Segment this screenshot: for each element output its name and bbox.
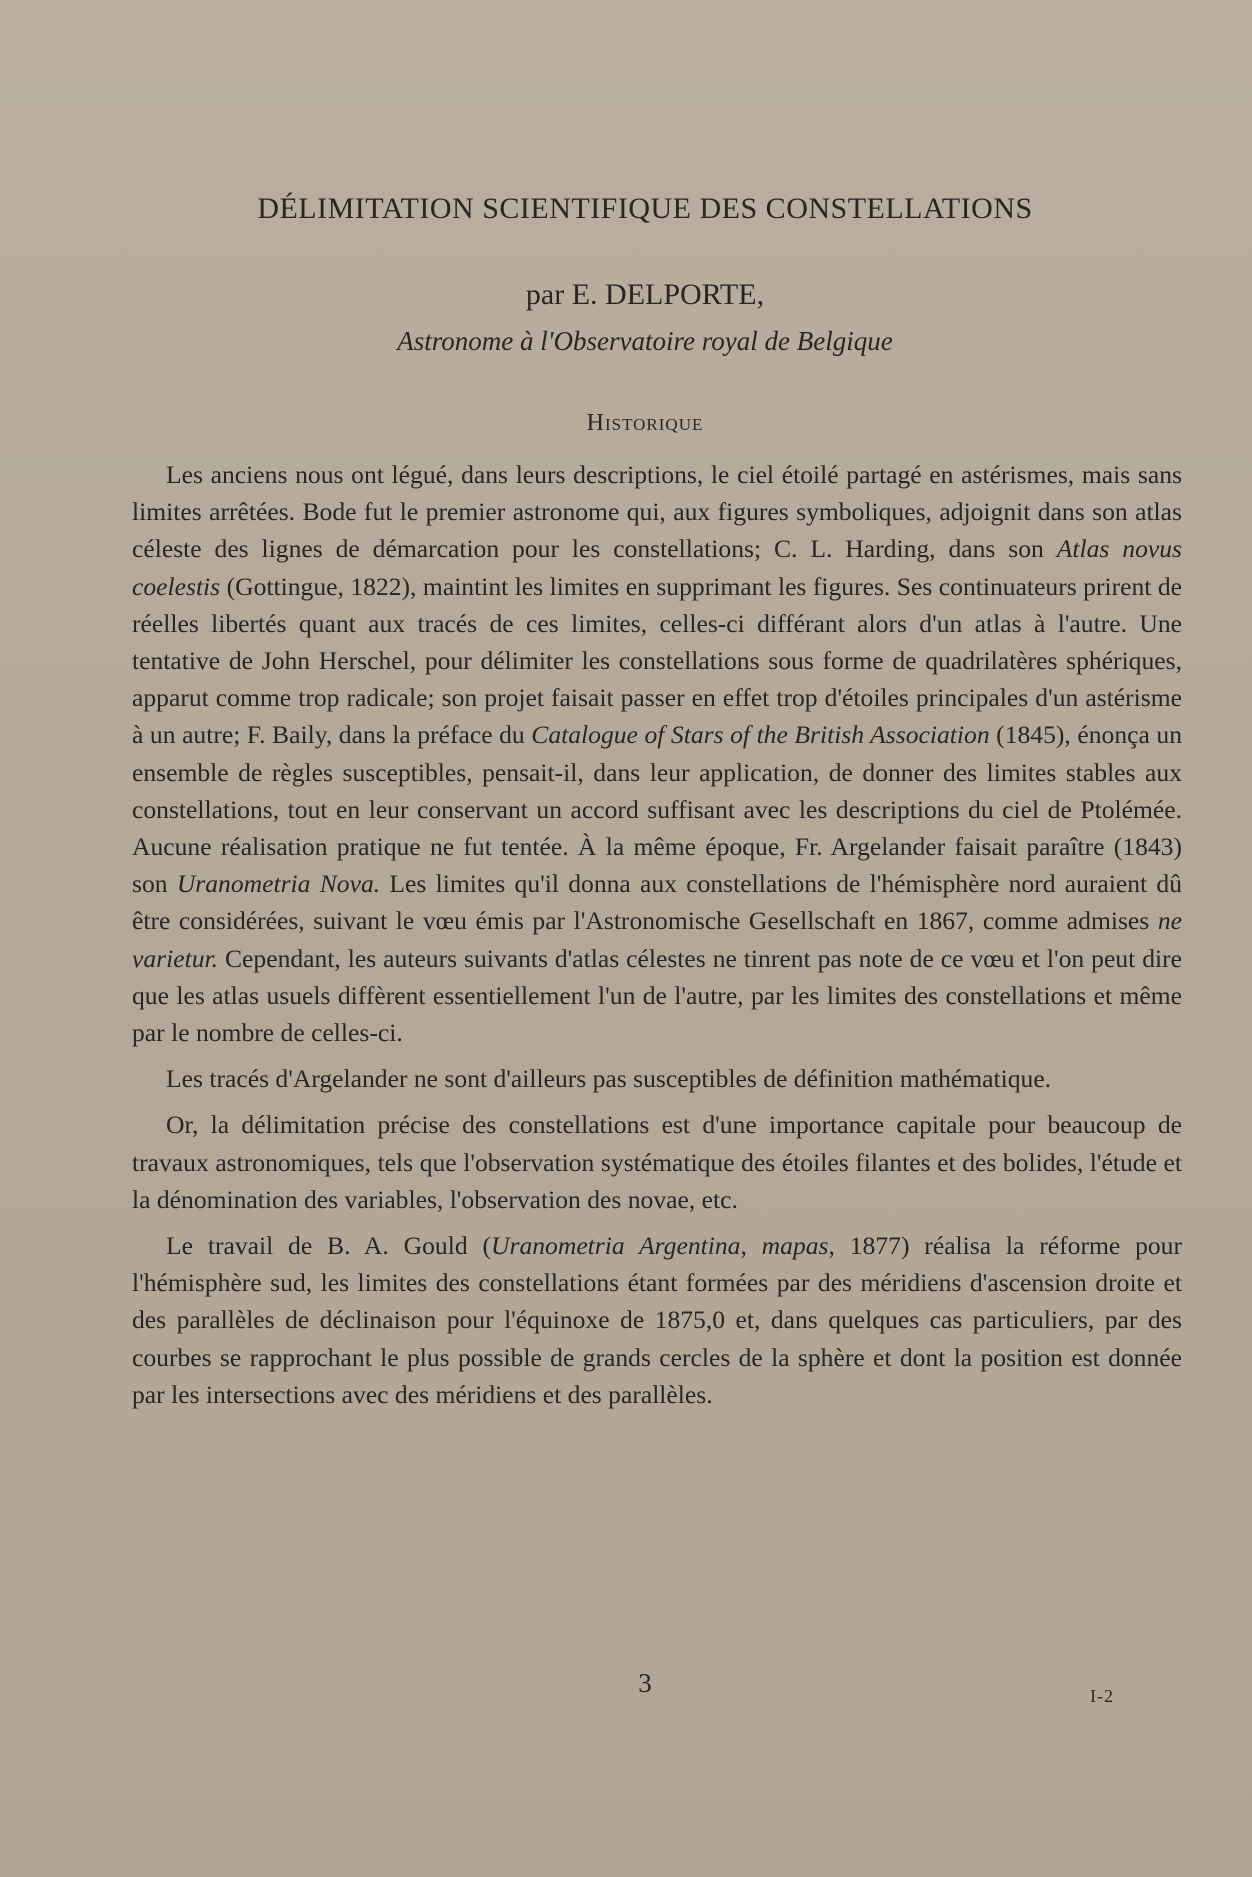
author-byline: par E. DELPORTE, bbox=[525, 278, 765, 311]
text-run: Le travail de B. A. Gould ( bbox=[166, 1231, 491, 1261]
printer-signature-mark: I-2 bbox=[1090, 1686, 1114, 1706]
text-run: Les anciens nous ont légué, dans leurs descriptions, le ciel étoilé partagé en astérismes, mais sans limites arrêtées. Bode fut le premier astronome qui, aux figures symboliques, adjoignit dans son atlas céleste des lignes de démarcation pour les constellations; C. L. Harding, dans son bbox=[132, 460, 1182, 564]
text-run: (Gottingue, 1822), maintint les limites en supprimant les figures. Ses continuateurs prirent de réelles libertés quant aux tracés de ces limites, celles-ci différant alors d'un atlas à l'autre. Une tentative de John Herschel, pour délimiter les constellations sous forme de quadrilatères sphériques, apparut comme trop radicale; son projet faisait passer en effet trop d'étoiles principales d'un astérisme à un autre; F. Baily, dans la préface du bbox=[132, 571, 1182, 750]
page-number: 3 bbox=[638, 1668, 652, 1698]
paragraph bbox=[132, 1060, 1182, 1097]
text-run: Les tracés d'Argelander ne sont d'ailleurs pas susceptibles de définition mathématique. bbox=[166, 1064, 1052, 1094]
italic-title-run: Atlas novus coelestis bbox=[132, 534, 1182, 601]
section-heading: Historique bbox=[586, 410, 704, 436]
text-run: Or, la délimitation précise des constellations est d'une importance capitale pour beaucoup de travaux astronomiques, tels que l'observation systématique des étoiles filantes et des bolides, l'étude et la dénomination des variables, l'observation des novae, etc. bbox=[132, 1110, 1182, 1214]
article-title: DÉLIMITATION SCIENTIFIQUE DES CONSTELLATIONS bbox=[257, 192, 1033, 225]
text-run: 1877) réalisa la réforme pour l'hémisphère sud, les limites des constellations étant formées par des méridiens d'ascension droite et des parallèles de déclinaison pour l'équinoxe de 1875,0 et, dans quelques cas particuliers, par des courbes se rapprochant le plus possible de grands cercles de la sphère et dont la position est donnée par les intersections avec des méridiens et des parallèles. bbox=[132, 1231, 1182, 1409]
italic-title-run: Uranometria Argentina, mapas, bbox=[491, 1231, 835, 1261]
paragraph bbox=[132, 1106, 1182, 1218]
paragraph bbox=[132, 456, 1182, 1051]
text-run: (1845), énonça un ensemble de règles susceptibles, pensait-il, dans leur application, de donner des limites stables aux constellations, tout en leur conservant un accord suffisant avec les descriptions du ciel de Ptolémée. Aucune réalisation pratique ne fut tentée. À la même époque, Fr. Argelander faisait paraître (1843) son bbox=[132, 720, 1182, 899]
italic-title-run: Catalogue of Stars of the British Association bbox=[531, 720, 990, 750]
italic-title-run: Uranometria Nova. bbox=[176, 869, 381, 899]
author-affiliation: Astronome à l'Observatoire royal de Belgique bbox=[397, 326, 893, 356]
body-text bbox=[132, 456, 1182, 1422]
text-run: Les limites qu'il donna aux constellations de l'hémisphère nord auraient dû être considérées, suivant le vœu émis par l'Astronomische Gesellschaft en 1867, comme admises bbox=[132, 869, 1183, 936]
italic-title-run: ne varietur. bbox=[132, 906, 1182, 973]
paragraph bbox=[132, 1227, 1182, 1413]
text-run: Cependant, les auteurs suivants d'atlas célestes ne tinrent pas note de ce vœu et l'on peut dire que les atlas usuels diffèrent essentiellement l'un de l'autre, par les limites des constellations et même par le nombre de celles-ci. bbox=[132, 943, 1182, 1048]
